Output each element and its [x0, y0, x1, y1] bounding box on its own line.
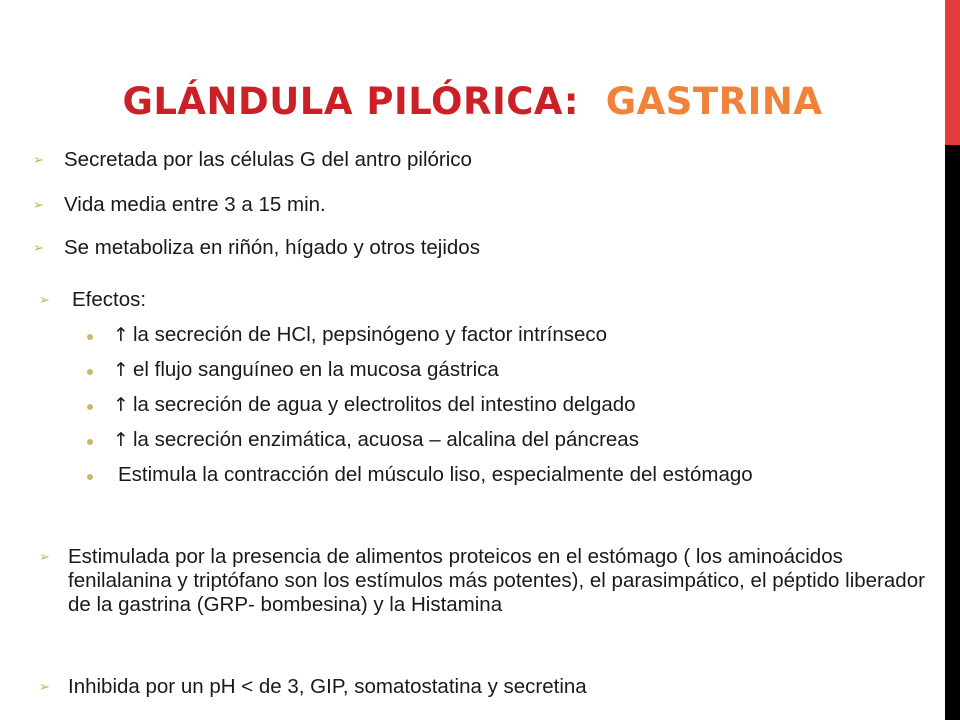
effect-item	[113, 358, 499, 382]
title-part-1: GLÁNDULA PILÓRICA:	[122, 80, 579, 123]
dot-bullet-icon	[87, 369, 93, 375]
bullet-inhibida: Inhibida por un pH < de 3, GIP, somatostatina y secretina	[68, 675, 587, 698]
sidebar-accent	[945, 0, 960, 145]
bullet-estimulada: Estimulada por la presencia de alimentos proteicos en el estómago ( los aminoácidos fenilalanina y triptófano son los estímulos más potentes), el parasimpático, el péptido liberador de la gastrina (GRP- bombesina) y la Histamina	[68, 545, 925, 616]
arrow-bullet-icon: ➢	[39, 292, 50, 307]
arrow-bullet-icon: ➢	[33, 197, 44, 212]
up-arrow-icon: ↑	[113, 394, 129, 416]
dot-bullet-icon	[87, 404, 93, 410]
title-part-2: GASTRINA	[605, 80, 823, 123]
bullet-vida-media: Vida media entre 3 a 15 min.	[64, 193, 326, 216]
effect-text: la secreción de agua y electrolitos del intestino delgado	[133, 393, 636, 416]
arrow-bullet-icon: ➢	[33, 240, 44, 255]
effect-text: el flujo sanguíneo en la mucosa gástrica	[133, 358, 499, 381]
effect-text: la secreción de HCl, pepsinógeno y factor intrínseco	[133, 323, 608, 346]
arrow-bullet-icon: ➢	[39, 679, 50, 694]
slide-title	[0, 80, 945, 123]
dot-bullet-icon	[87, 334, 93, 340]
arrow-bullet-icon: ➢	[39, 549, 50, 564]
effect-item	[113, 323, 607, 347]
dot-bullet-icon	[87, 474, 93, 480]
effects-label: Efectos:	[72, 288, 147, 311]
up-arrow-icon: ↑	[113, 324, 129, 346]
effect-item-estimula: Estimula la contracción del músculo liso, especialmente del estómago	[118, 463, 753, 486]
effect-text: la secreción enzimática, acuosa – alcalina del páncreas	[133, 428, 639, 451]
arrow-bullet-icon: ➢	[33, 152, 44, 167]
effect-item	[113, 428, 639, 452]
effect-item	[113, 393, 636, 417]
up-arrow-icon: ↑	[113, 429, 129, 451]
bullet-metaboliza: Se metaboliza en riñón, hígado y otros tejidos	[64, 236, 480, 259]
dot-bullet-icon	[87, 439, 93, 445]
bullet-secretada: Secretada por las células G del antro pilórico	[64, 148, 472, 171]
up-arrow-icon: ↑	[113, 359, 129, 381]
